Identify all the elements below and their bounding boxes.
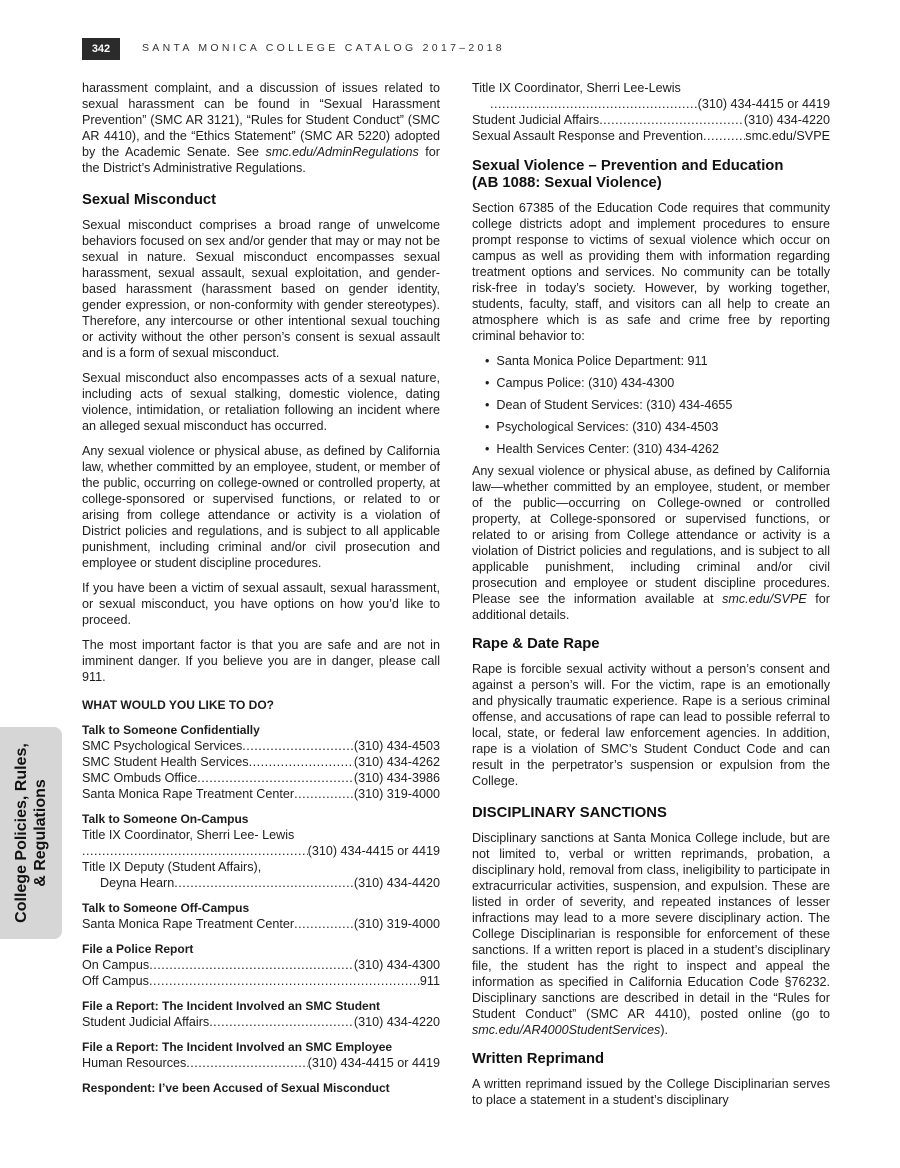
sexual-misconduct-p2: Sexual misconduct also encompasses acts of a sexual nature, including acts of sexual stalking, domestic violence, dating violence, intimidation, or retaliation following an incident where an alleged sexual misconduct has occurred.	[82, 371, 440, 433]
contact-line: Title IX Coordinator, Sherri Lee- Lewis	[82, 828, 295, 842]
sexual-misconduct-p4: If you have been a victim of sexual assault, sexual harassment, or sexual misconduct, you have options on how you’d like to proceed.	[82, 581, 440, 627]
contact-row: Santa Monica Rape Treatment Center ..... (310) 319-4000	[82, 786, 440, 802]
svpe-link[interactable]: smc.edu/SVPE	[745, 129, 830, 143]
contact-row: ..... (310) 434-4415 or 4419	[82, 843, 440, 859]
list-item: • Campus Police: (310) 434-4300	[485, 375, 830, 391]
contact-row: Sexual Assault Response and Prevention ..... smc.edu/SVPE	[472, 128, 830, 144]
what-to-do-heading: WHAT WOULD YOU LIKE TO DO?	[82, 698, 274, 712]
list-item: • Santa Monica Police Department: 911	[485, 353, 830, 369]
group-title-police-report: File a Police Report	[82, 942, 194, 956]
list-item: • Health Services Center: (310) 434-4262	[485, 441, 830, 457]
running-head: SANTA MONICA COLLEGE CATALOG 2017–2018	[142, 42, 505, 54]
list-item: • Dean of Student Services: (310) 434-4655	[485, 397, 830, 413]
disciplinary-p1: Disciplinary sanctions at Santa Monica College include, but are not limited to, verbal or written reprimands, probation, a disciplinary hold, removal from class, ineligibility to participate in extracurricular activities, suspension, and expulsion. These are listed in order of severity, and repeated instances of lesser infractions may lead to a more severe disciplinary action. The College Disciplinarian is responsible for enforcement of these sanctions. If a written report is placed in a student’s disciplinary file, the student has the right to inspect and appeal the information as specified in California Education Code §76232. Disciplinary sanctions are described in detail in the “Rules for Student Conduct” (SMC AR 4410), posted online (go to smc.edu/AR4000StudentServices).	[472, 831, 830, 1037]
contact-row: SMC Psychological Services ..... (310) 434-4503	[82, 738, 440, 754]
intro-paragraph	[82, 80, 440, 176]
side-tab-line-1: College Policies, Rules,	[13, 743, 30, 923]
contact-line: Title IX Coordinator, Sherri Lee-Lewis	[472, 81, 681, 95]
contact-row: SMC Ombuds Office ..... (310) 434-3986	[82, 770, 440, 786]
contact-row: Deyna Hearn ..... (310) 434-4420	[82, 875, 440, 891]
reporting-contacts-list	[472, 353, 830, 457]
sexual-violence-p1: Section 67385 of the Education Code requires that community college districts adopt and implement procedures to ensure prompt response to victims of sexual violence which occur on campus as well as providing them with information regarding treatment options and services. No community can be totally risk-free in today’s society. However, by working together, students, faculty, staff, and visitors can all help to create an atmosphere which is as safe and crime free by reporting criminal behavior to:	[472, 201, 830, 343]
group-title-off-campus: Talk to Someone Off-Campus	[82, 901, 250, 915]
contact-row: On Campus ..... (310) 434-4300	[82, 957, 440, 973]
sexual-violence-heading: Sexual Violence – Prevention and Education (AB 1088: Sexual Violence)	[472, 158, 784, 191]
group-title-respondent: Respondent: I’ve been Accused of Sexual Misconduct	[82, 1081, 390, 1095]
group-title-employee-report: File a Report: The Incident Involved an SMC Employee	[82, 1040, 393, 1054]
contact-row: Student Judicial Affairs ..... (310) 434-4220	[472, 112, 830, 128]
contact-row: Off Campus ..... 911	[82, 973, 440, 989]
disciplinary-sanctions-heading: DISCIPLINARY SANCTIONS	[472, 805, 667, 821]
left-column	[82, 80, 440, 1096]
svpe-inline-link[interactable]: smc.edu/SVPE	[722, 592, 807, 606]
sexual-misconduct-p3: Any sexual violence or physical abuse, as defined by California law, whether committed by an employee, student, or member of the public, occurring on college-owned or controlled property, at college-sponsored or supervised functions, or related to or arising from college attendance or activity is a violation of District policies and regulations, and is subject to all applicable punishment, including criminal and/or civil prosecution and employee or student discipline procedures.	[82, 444, 440, 570]
rape-p1: Rape is forcible sexual activity without a person’s consent and against a person’s will. For the victim, rape is an emotionally and physically traumatic experience. Rape is a serious criminal offense, and accusations of rape can lead to possible referral to local, state, or federal law enforcement agencies. In addition, rape is a violation of SMC’s Student Conduct Code and can result in the perpetrator’s suspension or expulsion from the College.	[472, 662, 830, 788]
intro-text-2: for the District’s Administrative Regulations.	[82, 145, 440, 175]
group-title-student-report: File a Report: The Incident Involved an SMC Student	[82, 999, 381, 1013]
section-side-tab	[0, 727, 62, 939]
sexual-misconduct-heading: Sexual Misconduct	[82, 192, 217, 208]
list-item: • Psychological Services: (310) 434-4503	[485, 419, 830, 435]
admin-regulations-link[interactable]: smc.edu/AdminRegulations	[265, 145, 419, 159]
page-number: 342	[82, 38, 120, 60]
written-reprimand-heading: Written Reprimand	[472, 1051, 605, 1067]
side-tab-line-2: & Regulations	[32, 779, 49, 887]
contact-row: SMC Student Health Services ..... (310) 434-4262	[82, 754, 440, 770]
student-services-link[interactable]: smc.edu/AR4000StudentServices	[472, 1023, 661, 1037]
intro-text-1: harassment complaint, and a discussion of issues related to sexual harassment can be found in “Sexual Harassment Prevention” (SMC AR 3121), “Rules for Student Conduct” (SMC AR 4410), and the “Ethics Statement” (SMC AR 5220) adopted by the Academic Senate. See	[82, 81, 440, 159]
contact-row: Santa Monica Rape Treatment Center ..... (310) 319-4000	[82, 916, 440, 932]
group-title-confidential: Talk to Someone Confidentially	[82, 723, 260, 737]
sexual-violence-p2: Any sexual violence or physical abuse, as defined by California law—whether committed by an employee, student, or member of the public—occurring on College-owned or controlled property, at College-sponsored or supervised functions, or related to or arising from College attendance or activity is a violation of District policies and regulations, and is subject to all applicable punishment, including criminal and/or civil prosecution and employee or student discipline procedures. Please see the information available at smc.edu/SVPE for additional details.	[472, 464, 830, 622]
sexual-misconduct-p5: The most important factor is that you are safe and are not in imminent danger. If you believe you are in danger, please call 911.	[82, 638, 440, 684]
contact-line: Title IX Deputy (Student Affairs),	[82, 860, 262, 874]
contact-row: ..... (310) 434-4415 or 4419	[472, 96, 830, 112]
right-column	[472, 80, 830, 1117]
side-tab-label	[12, 727, 50, 939]
written-reprimand-p1: A written reprimand issued by the College Disciplinarian serves to place a statement in a student’s disciplinary	[472, 1077, 830, 1107]
rape-heading: Rape & Date Rape	[472, 636, 600, 652]
contact-row: Human Resources ..... (310) 434-4415 or 4419	[82, 1055, 440, 1071]
sexual-misconduct-p1: Sexual misconduct comprises a broad range of unwelcome behaviors focused on sex and/or gender that may or may not be sexual in nature. Sexual misconduct encompasses sexual harassment, sexual assault, sexual exploitation, and gender-based harassment (harassment based on gender identity, gender expression, or non-conformity with gender stereotypes). Therefore, any intercourse or other intentional sexual touching or activity without the other person’s consent is sexual assault and is a form of sexual misconduct.	[82, 218, 440, 360]
group-title-on-campus: Talk to Someone On-Campus	[82, 812, 249, 826]
contact-row: Student Judicial Affairs ..... (310) 434-4220	[82, 1014, 440, 1030]
